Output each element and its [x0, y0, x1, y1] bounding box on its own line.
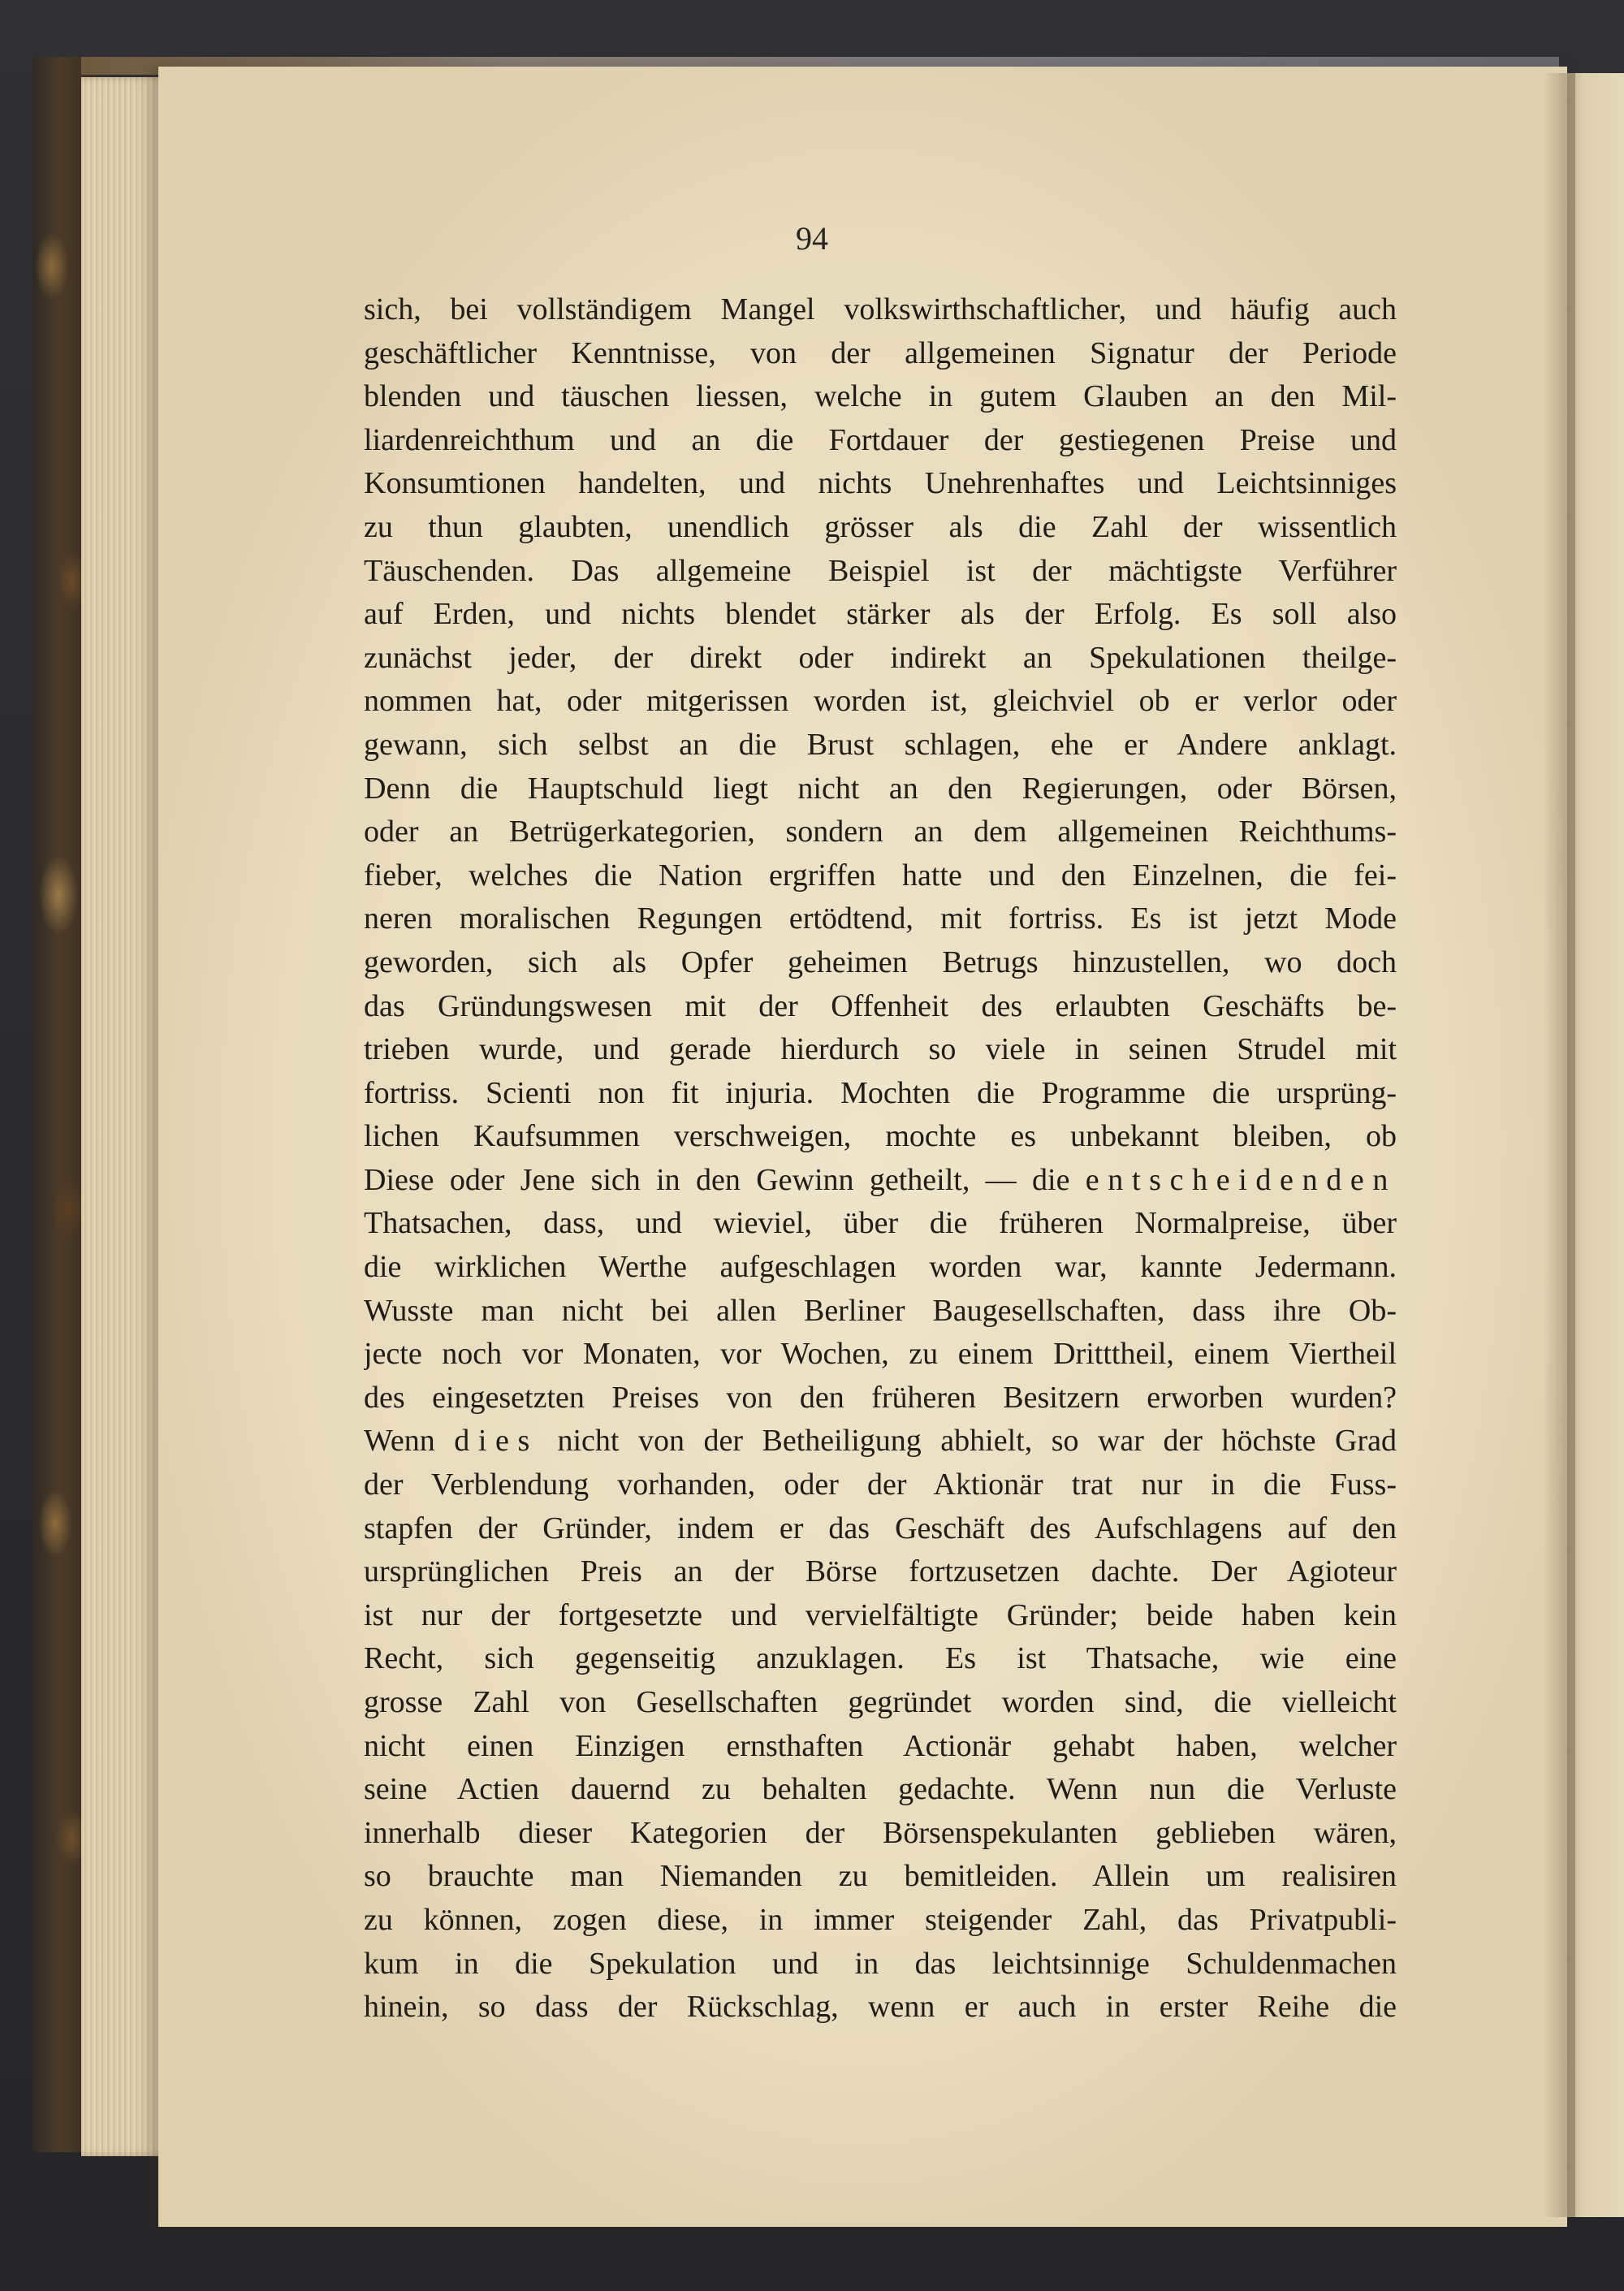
text-line: Täuschenden. Das allgemeine Beispiel ist der mächtigste Verführer — [364, 553, 1397, 588]
page-stack-edges — [81, 77, 171, 2156]
text-line: trieben wurde, und gerade hierdurch so viele in seinen Strudel mit — [364, 1032, 1397, 1067]
text-line: ist nur der fortgesetzte und vervielfältigte Gründer; beide haben kein — [364, 1597, 1397, 1632]
page-number: 94 — [796, 220, 828, 257]
text-line: die wirklichen Werthe aufgeschlagen worden war, kannte Jedermann. — [364, 1250, 1397, 1285]
text-line: zunächst jeder, der direkt oder indirekt an Spekulationen theilge- — [364, 640, 1397, 675]
text-line: fieber, welches die Nation ergriffen hatte und den Einzelnen, die fei- — [364, 858, 1397, 893]
text-line: grosse Zahl von Gesellschaften gegründet worden sind, die vielleicht — [364, 1685, 1397, 1719]
text-line — [364, 1159, 1397, 1203]
text-line: auf Erden, und nichts blendet stärker als der Erfolg. Es soll also — [364, 597, 1397, 632]
text-run: Wenn — [364, 1424, 455, 1459]
text-line: liardenreichthum und an die Fortdauer der gestiegenen Preise und — [364, 422, 1397, 457]
text-run: nicht von der Betheiligung abhielt, so war der höchste Grad — [538, 1424, 1397, 1459]
text-line: fortriss. Scienti non fit injuria. Mochten die Programme die ursprüng- — [364, 1075, 1397, 1110]
text-line: des eingesetzten Preises von den früheren Besitzern erworben wurden? — [364, 1380, 1397, 1415]
text-line: innerhalb dieser Kategorien der Börsenspekulanten geblieben wären, — [364, 1815, 1397, 1850]
text-line: so brauchte man Niemanden zu bemitleiden. Allein um realisiren — [364, 1859, 1397, 1894]
text-line: Recht, sich gegenseitig anzuklagen. Es ist Thatsache, wie eine — [364, 1641, 1397, 1676]
emphasized-text: dies — [454, 1424, 538, 1459]
text-line: der Verblendung vorhanden, oder der Aktionär trat nur in die Fuss- — [364, 1468, 1397, 1502]
text-line: stapfen der Gründer, indem er das Geschäft des Aufschlagens auf den — [364, 1511, 1397, 1545]
text-line: gewann, sich selbst an die Brust schlagen, ehe er Andere anklagt. — [364, 727, 1397, 762]
text-line: ursprünglichen Preis an der Börse fortzusetzen dachte. Der Agioteur — [364, 1554, 1397, 1589]
text-line: sich, bei vollständigem Mangel volkswirthschaftlicher, und häufig auch — [364, 292, 1397, 326]
text-line: blenden und täuschen liessen, welche in gutem Glauben an den Mil- — [364, 379, 1397, 414]
text-line: das Gründungswesen mit der Offenheit des erlaubten Geschäfts be- — [364, 988, 1397, 1023]
text-line — [364, 1420, 1397, 1463]
text-line: seine Actien dauernd zu behalten gedachte. Wenn nun die Verluste — [364, 1772, 1397, 1807]
text-line: neren moralischen Regungen ertödtend, mit fortriss. Es ist jetzt Mode — [364, 901, 1397, 936]
text-line: geschäftlicher Kenntnisse, von der allgemeinen Signatur der Periode — [364, 335, 1397, 370]
text-line: nicht einen Einzigen ernsthaften Actionär gehabt haben, welcher — [364, 1728, 1397, 1763]
body-text — [364, 288, 1397, 2029]
text-run: Diese oder Jene sich in den Gewinn getheilt, — die — [364, 1162, 1086, 1197]
text-line: Konsumtionen handelten, und nichts Unehrenhaftes und Leichtsinniges — [364, 466, 1397, 501]
text-line: hinein, so dass der Rückschlag, wenn er auch in erster Reihe die — [364, 1990, 1397, 2025]
text-line: zu können, zogen diese, in immer steigender Zahl, das Privatpubli- — [364, 1902, 1397, 1937]
text-line: nommen hat, oder mitgerissen worden ist, gleichviel ob er verlor oder — [364, 684, 1397, 719]
text-line: geworden, sich als Opfer geheimen Betrugs hinzustellen, wo doch — [364, 944, 1397, 979]
text-line: Denn die Hauptschuld liegt nicht an den Regierungen, oder Börsen, — [364, 771, 1397, 806]
gutter-shadow — [1543, 73, 1575, 2217]
text-line: jecte noch vor Monaten, vor Wochen, zu einem Dritttheil, einem Viertheil — [364, 1337, 1397, 1372]
text-line: zu thun glaubten, unendlich grösser als die Zahl der wissentlich — [364, 509, 1397, 544]
text-line: kum in die Spekulation und in das leichtsinnige Schuldenmachen — [364, 1946, 1397, 1981]
text-line: oder an Betrügerkategorien, sondern an dem allgemeinen Reichthums- — [364, 815, 1397, 849]
text-line: Wusste man nicht bei allen Berliner Baugesellschaften, dass ihre Ob- — [364, 1293, 1397, 1328]
text-line: Thatsachen, dass, und wieviel, über die früheren Normalpreise, über — [364, 1206, 1397, 1241]
emphasized-text: entscheidenden — [1085, 1162, 1397, 1197]
text-line: lichen Kaufsummen verschweigen, mochte es unbekannt bleiben, ob — [364, 1119, 1397, 1154]
